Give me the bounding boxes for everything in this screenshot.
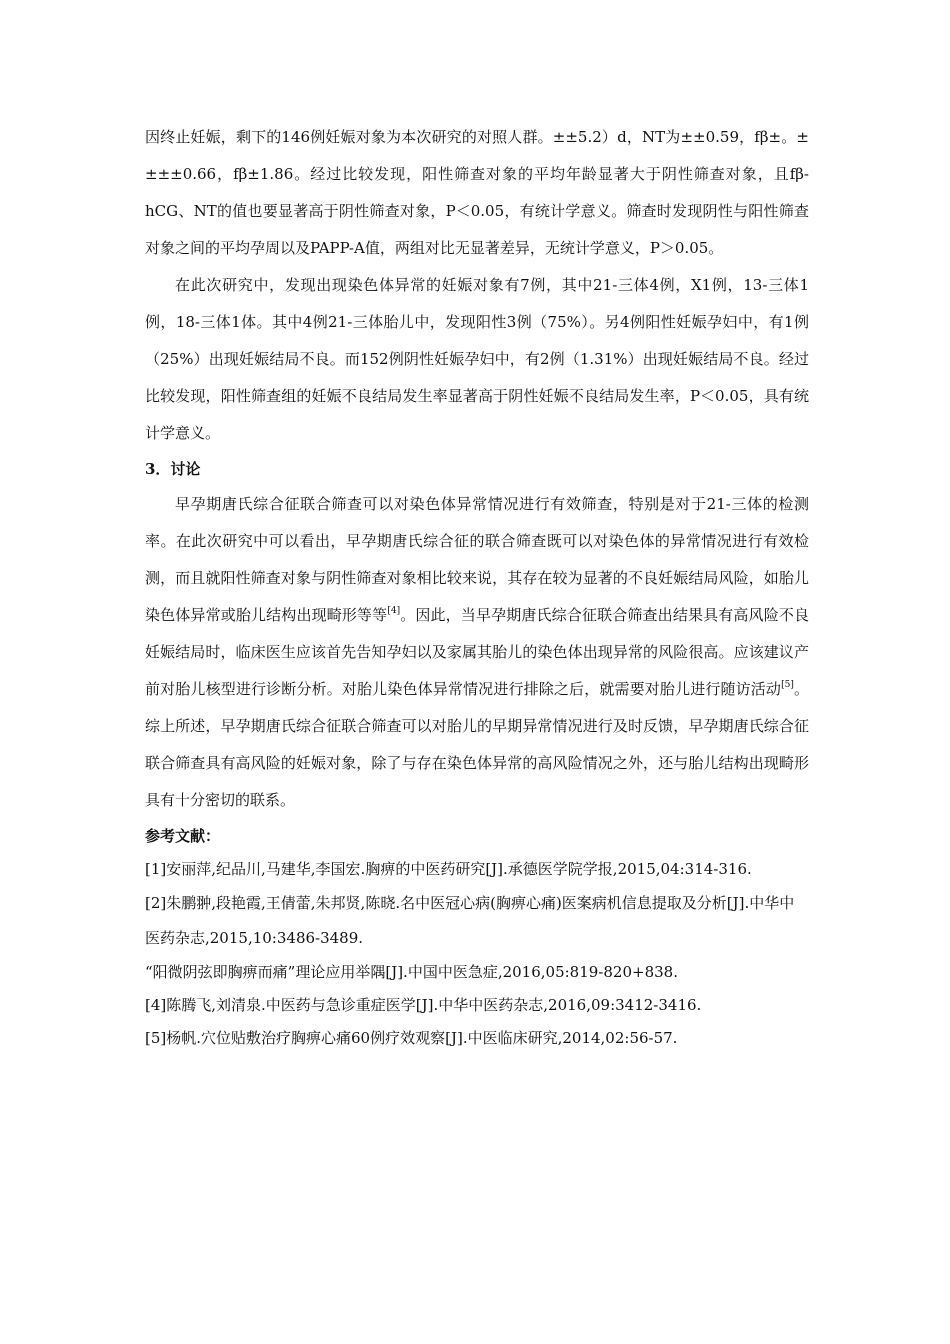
reference-item-3: “阳微阴弦即胸痹而痛”理论应用举隅[J].中国中医急症,2016,05:819-820+838.	[145, 963, 678, 981]
results-paragraph-2: 在此次研究中，发现出现染色体异常的妊娠对象有7例，其中21-三体4例，X1例，13-三体1例，18-三体1体。其中4例21-三体胎儿中，发现阳性3例（75%）。另4例阳性妊娠孕妇中，有1例（25%）出现妊娠结局不良。而152例阴性妊娠孕妇中，有2例（1.31%）出现妊娠结局不良。经过比较发现，阳性筛查组的妊娠不良结局发生率显著高于阴性妊娠不良结局发生率，P＜0.05，具有统计学意义。	[145, 276, 809, 442]
reference-item-5: [5]杨帆.穴位贴敷治疗胸痹心痛60例疗效观察[J].中医临床研究,2014,02:56-57.	[145, 1029, 678, 1047]
reference-item-1: [1]安丽萍,纪品川,马建华,李国宏.胸痹的中医药研究[J].承德医学院学报,2015,04:314-316.	[145, 860, 752, 878]
discussion-text-2: 。因此，当早孕期唐氏综合征联合筛查出结果具有高风险不良妊娠结局时，临床医生应该首先告知孕妇以及家属其胎儿的染色体出现异常的风险很高。应该建议产前对胎儿核型进行诊断分析。对胎儿染色体异常情况进行排除之后，就需要对胎儿进行随访活动	[145, 606, 809, 698]
document-body	[145, 119, 809, 1055]
citation-5: [5]	[781, 680, 794, 690]
section-heading-discussion: 3．讨论	[145, 460, 201, 478]
results-paragraph-1: 因终止妊娠，剩下的146例妊娠对象为本次研究的对照人群。±±5.2）d，NT为±±0.59，fβ±。±±±±0.66，fβ±1.86。经过比较发现，阳性筛查对象的平均年龄显著大于阴性筛查对象，且fβ-hCG、NT的值也要显著高于阴性筛查对象，P＜0.05，有统计学意义。筛查时发现阴性与阳性筛查对象之间的平均孕周以及PAPP-A值，两组对比无显著差异，无统计学意义，P＞0.05。	[145, 128, 809, 257]
reference-item-2: [2]朱鹏翀,段艳霞,王倩蕾,朱邦贤,陈晓.名中医冠心病(胸痹心痛)医案病机信息提取及分析[J].中华中医药杂志,2015,10:3486-3489.	[145, 894, 795, 947]
discussion-text-3: 。综上所述，早孕期唐氏综合征联合筛查可以对胎儿的早期异常情况进行及时反馈，早孕期唐氏综合征联合筛查具有高风险的妊娠对象，除了与存在染色体异常的高风险情况之外，还与胎儿结构出现畸形具有十分密切的联系。	[145, 680, 809, 809]
section-heading-references: 参考文献：	[145, 827, 221, 845]
citation-4: [4]	[387, 606, 401, 616]
discussion-text-1: 早孕期唐氏综合征联合筛查可以对染色体异常情况进行有效筛查，特别是对于21-三体的检测率。在此次研究中可以看出，早孕期唐氏综合征的联合筛查既可以对染色体的异常情况进行有效检测，而且就阳性筛查对象与阴性筛查对象相比较来说，其存在较为显著的不良妊娠结局风险，如胎儿染色体异常或胎儿结构出现畸形等等	[145, 495, 809, 624]
discussion-paragraph	[145, 486, 809, 819]
reference-item-4: [4]陈腾飞,刘清泉.中医药与急诊重症医学[J].中华中医药杂志,2016,09:3412-3416.	[145, 996, 702, 1014]
